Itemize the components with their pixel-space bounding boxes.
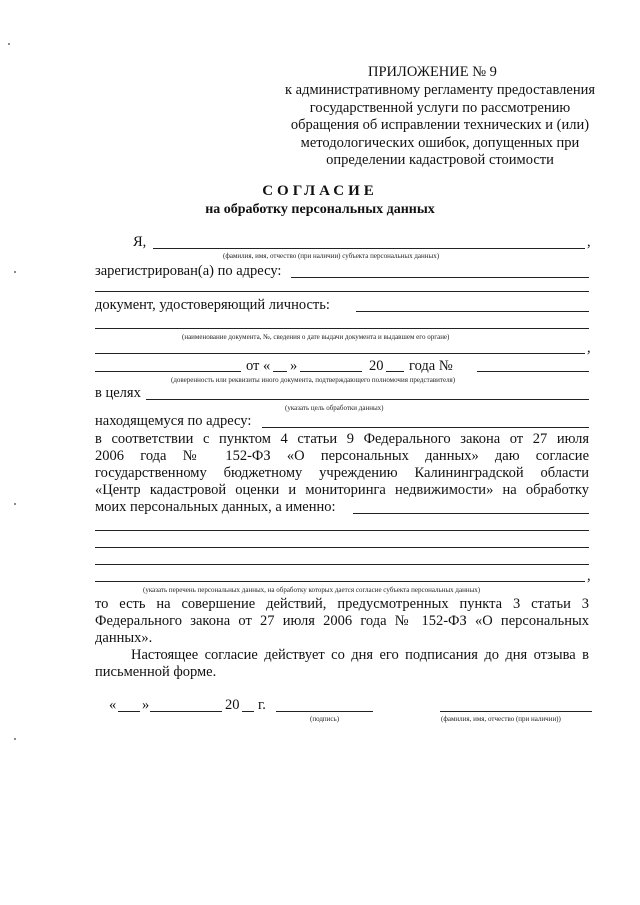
- sign-quote-close: »: [142, 697, 150, 713]
- validity-paragraph: [95, 647, 589, 681]
- day-line[interactable]: [273, 371, 287, 372]
- location-label: находящемуся по адресу:: [95, 413, 252, 429]
- namely-label: моих персональных данных, а именно:: [95, 499, 336, 515]
- address-line-2[interactable]: [95, 291, 589, 292]
- year-word: года №: [409, 358, 453, 374]
- sign-g: г.: [258, 697, 266, 713]
- validity-line: Настоящее согласие действует со дня его подписания до дня отзыва в: [131, 647, 589, 663]
- appendix-line: определении кадастровой стоимости: [326, 152, 554, 168]
- document-title: СОГЛАСИЕ: [262, 183, 378, 199]
- appendix-title: ПРИЛОЖЕНИЕ № 9: [368, 64, 497, 80]
- document-line-2[interactable]: [95, 328, 589, 329]
- purpose-label: в целях: [95, 385, 141, 401]
- proxy-doc-line[interactable]: [95, 371, 241, 372]
- document-subtitle: на обработку персональных данных: [205, 202, 435, 217]
- scan-speck: [8, 43, 10, 45]
- purpose-line[interactable]: [146, 399, 589, 400]
- appendix-subtitle: [255, 82, 625, 170]
- actions-line: данных».: [95, 630, 153, 646]
- full-name-hint: (фамилия, имя, отчество (при наличии) субъекта персональных данных): [223, 252, 440, 260]
- consent-body-line: государственному бюджетному учреждению Калининградской области: [95, 465, 589, 481]
- document-label: документ, удостоверяющий личность:: [95, 297, 330, 313]
- actions-paragraph: [95, 596, 589, 647]
- data-list-line-2[interactable]: [95, 530, 589, 531]
- signature-line[interactable]: [276, 711, 373, 712]
- registered-label: зарегистрирован(а) по адресу:: [95, 263, 282, 279]
- consent-body-line: 2006 года № 152-ФЗ «О персональных данных» даю согласие: [95, 448, 589, 464]
- data-list-line-5[interactable]: [95, 581, 585, 582]
- sign-quote-open: «: [109, 697, 117, 713]
- actions-line: Федерального закона от 27 июля 2006 года № 152-ФЗ «О персональных: [95, 613, 589, 629]
- appendix-line: государственной услуги по рассмотрению: [309, 99, 571, 116]
- from-close: »: [290, 358, 298, 374]
- comma: ,: [587, 340, 591, 356]
- location-line[interactable]: [262, 427, 589, 428]
- signature-hint: (подпись): [310, 715, 340, 723]
- sign-year-prefix: 20: [225, 697, 240, 713]
- address-line[interactable]: [291, 277, 589, 278]
- data-list-line-3[interactable]: [95, 547, 589, 548]
- month-line[interactable]: [300, 371, 362, 372]
- scan-speck: [14, 271, 16, 273]
- representative-line[interactable]: [95, 353, 585, 354]
- proxy-hint: (доверенность или реквизиты иного документа, подтверждающего полномочия представителя): [171, 376, 456, 384]
- consent-body: [95, 431, 589, 499]
- consent-body-line: «Центр кадастровой оценки и мониторинга недвижимости» на обработку: [95, 482, 589, 498]
- appendix-line: методологических ошибок, допущенных при: [300, 134, 580, 151]
- signer-name-line[interactable]: [440, 711, 592, 712]
- data-list-hint: (указать перечень персональных данных, на обработку которых дается согласие субъекта персональных данных): [143, 586, 481, 594]
- full-name-line[interactable]: [153, 248, 585, 249]
- validity-line: письменной форме.: [95, 664, 217, 680]
- document-line[interactable]: [356, 311, 589, 312]
- appendix-line: к административному регламенту предоставления: [284, 82, 596, 98]
- i-label: Я,: [133, 234, 147, 250]
- signer-name-hint: (фамилия, имя, отчество (при наличии)): [441, 715, 561, 723]
- document-hint: (наименование документа, №, сведения о дате выдачи документа и выдавшем его органе): [182, 333, 450, 341]
- comma: ,: [587, 568, 591, 584]
- data-list-line-4[interactable]: [95, 564, 589, 565]
- sign-month-line[interactable]: [150, 711, 222, 712]
- sign-day-line[interactable]: [118, 711, 140, 712]
- scan-speck: [14, 738, 16, 740]
- year-prefix: 20: [369, 358, 384, 374]
- scan-speck: [14, 503, 16, 505]
- appendix-line: обращения об исправлении технических и (или): [290, 117, 590, 133]
- year-line[interactable]: [386, 371, 404, 372]
- data-list-line[interactable]: [353, 513, 589, 514]
- actions-line: то есть на совершение действий, предусмотренных пункта 3 статьи 3: [95, 596, 589, 612]
- consent-body-line: в соответствии с пунктом 4 статьи 9 Федерального закона от 27 июля: [95, 431, 589, 447]
- purpose-hint: (указать цель обработки данных): [285, 404, 384, 412]
- comma: ,: [587, 234, 591, 250]
- sign-year-line[interactable]: [242, 711, 254, 712]
- proxy-number-line[interactable]: [477, 371, 589, 372]
- from-label: от «: [246, 358, 271, 374]
